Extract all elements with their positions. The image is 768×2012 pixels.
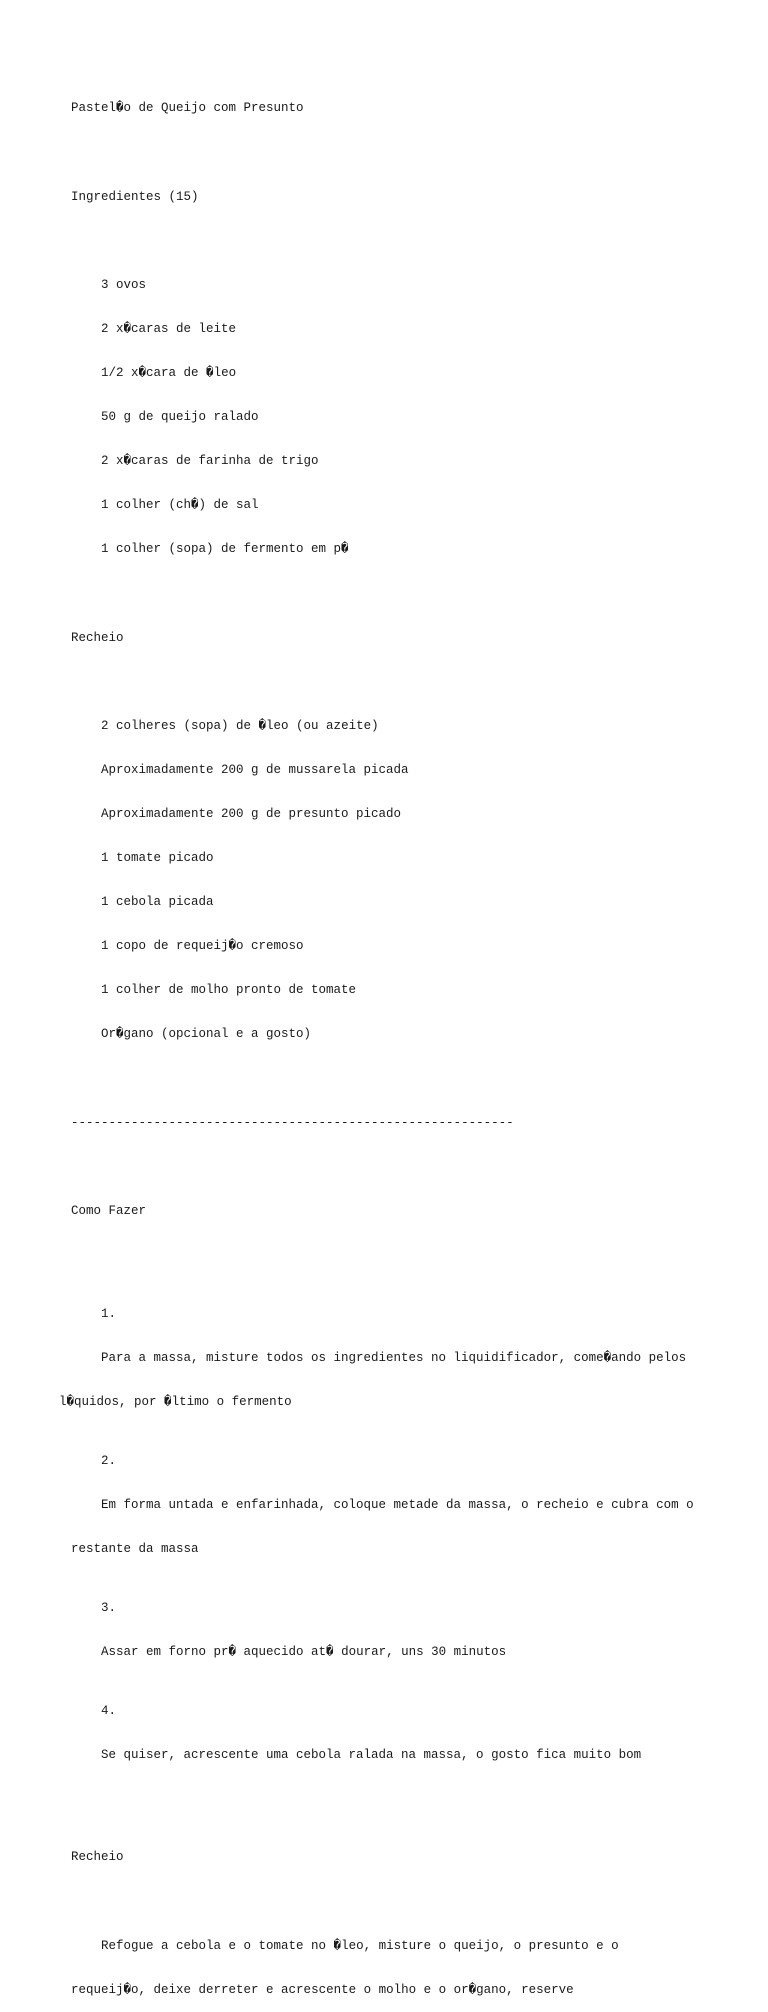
step-text: Para a massa, misture todos os ingredientes no liquidificador, come�ando pelos: [101, 1350, 687, 1365]
filling-method-heading: Recheio: [71, 1850, 124, 1865]
filling-item: Or�gano (opcional e a gosto): [101, 1027, 312, 1042]
step-number: 1.: [101, 1306, 117, 1321]
step-text: Se quiser, acrescente uma cebola ralada na massa, o gosto fica muito bom: [101, 1747, 642, 1762]
ingredient-item: 1/2 x�cara de �leo: [101, 365, 237, 380]
filling-method-text: Refogue a cebola e o tomate no �leo, misture o queijo, o presunto e o: [101, 1938, 619, 1953]
ingredients-heading: Ingredientes (15): [71, 189, 199, 204]
filling-item: 1 copo de requeij�o cremoso: [101, 939, 304, 954]
filling-item: 1 cebola picada: [101, 895, 214, 910]
filling-item: 2 colheres (sopa) de �leo (ou azeite): [101, 718, 379, 733]
filling-item: Aproximadamente 200 g de mussarela picada: [101, 762, 409, 777]
ingredient-item: 1 colher (sopa) de fermento em p�: [101, 542, 349, 557]
ingredient-item: 50 g de queijo ralado: [101, 410, 259, 425]
step-number: 4.: [101, 1703, 117, 1718]
recipe-title: Pastel�o de Queijo com Presunto: [71, 101, 304, 116]
recipe-document: [59, 72, 731, 2012]
filling-item: 1 tomate picado: [101, 851, 214, 865]
method-heading: Como Fazer: [71, 1203, 147, 1218]
filling-heading: Recheio: [71, 630, 124, 645]
filling-method-text-continuation: requeij�o, deixe derreter e acrescente o molho e o or�gano, reserve: [71, 1982, 574, 1997]
filling-item: Aproximadamente 200 g de presunto picado: [101, 806, 402, 821]
section-divider: -----------------------------------------------------------: [71, 1115, 514, 1130]
step-text-continuation: l�quidos, por �ltimo o fermento: [59, 1394, 292, 1409]
ingredient-item: 3 ovos: [101, 277, 147, 292]
ingredient-item: 2 x�caras de leite: [101, 321, 237, 336]
filling-item: 1 colher de molho pronto de tomate: [101, 983, 357, 998]
step-number: 2.: [101, 1453, 117, 1468]
step-number: 3.: [101, 1600, 117, 1615]
ingredient-item: 2 x�caras de farinha de trigo: [101, 454, 319, 469]
step-text: Em forma untada e enfarinhada, coloque metade da massa, o recheio e cubra com o: [101, 1497, 694, 1512]
ingredient-item: 1 colher (ch�) de sal: [101, 498, 259, 513]
step-text: Assar em forno pr� aquecido at� dourar, uns 30 minutos: [101, 1644, 507, 1659]
step-text-continuation: restante da massa: [71, 1541, 199, 1556]
